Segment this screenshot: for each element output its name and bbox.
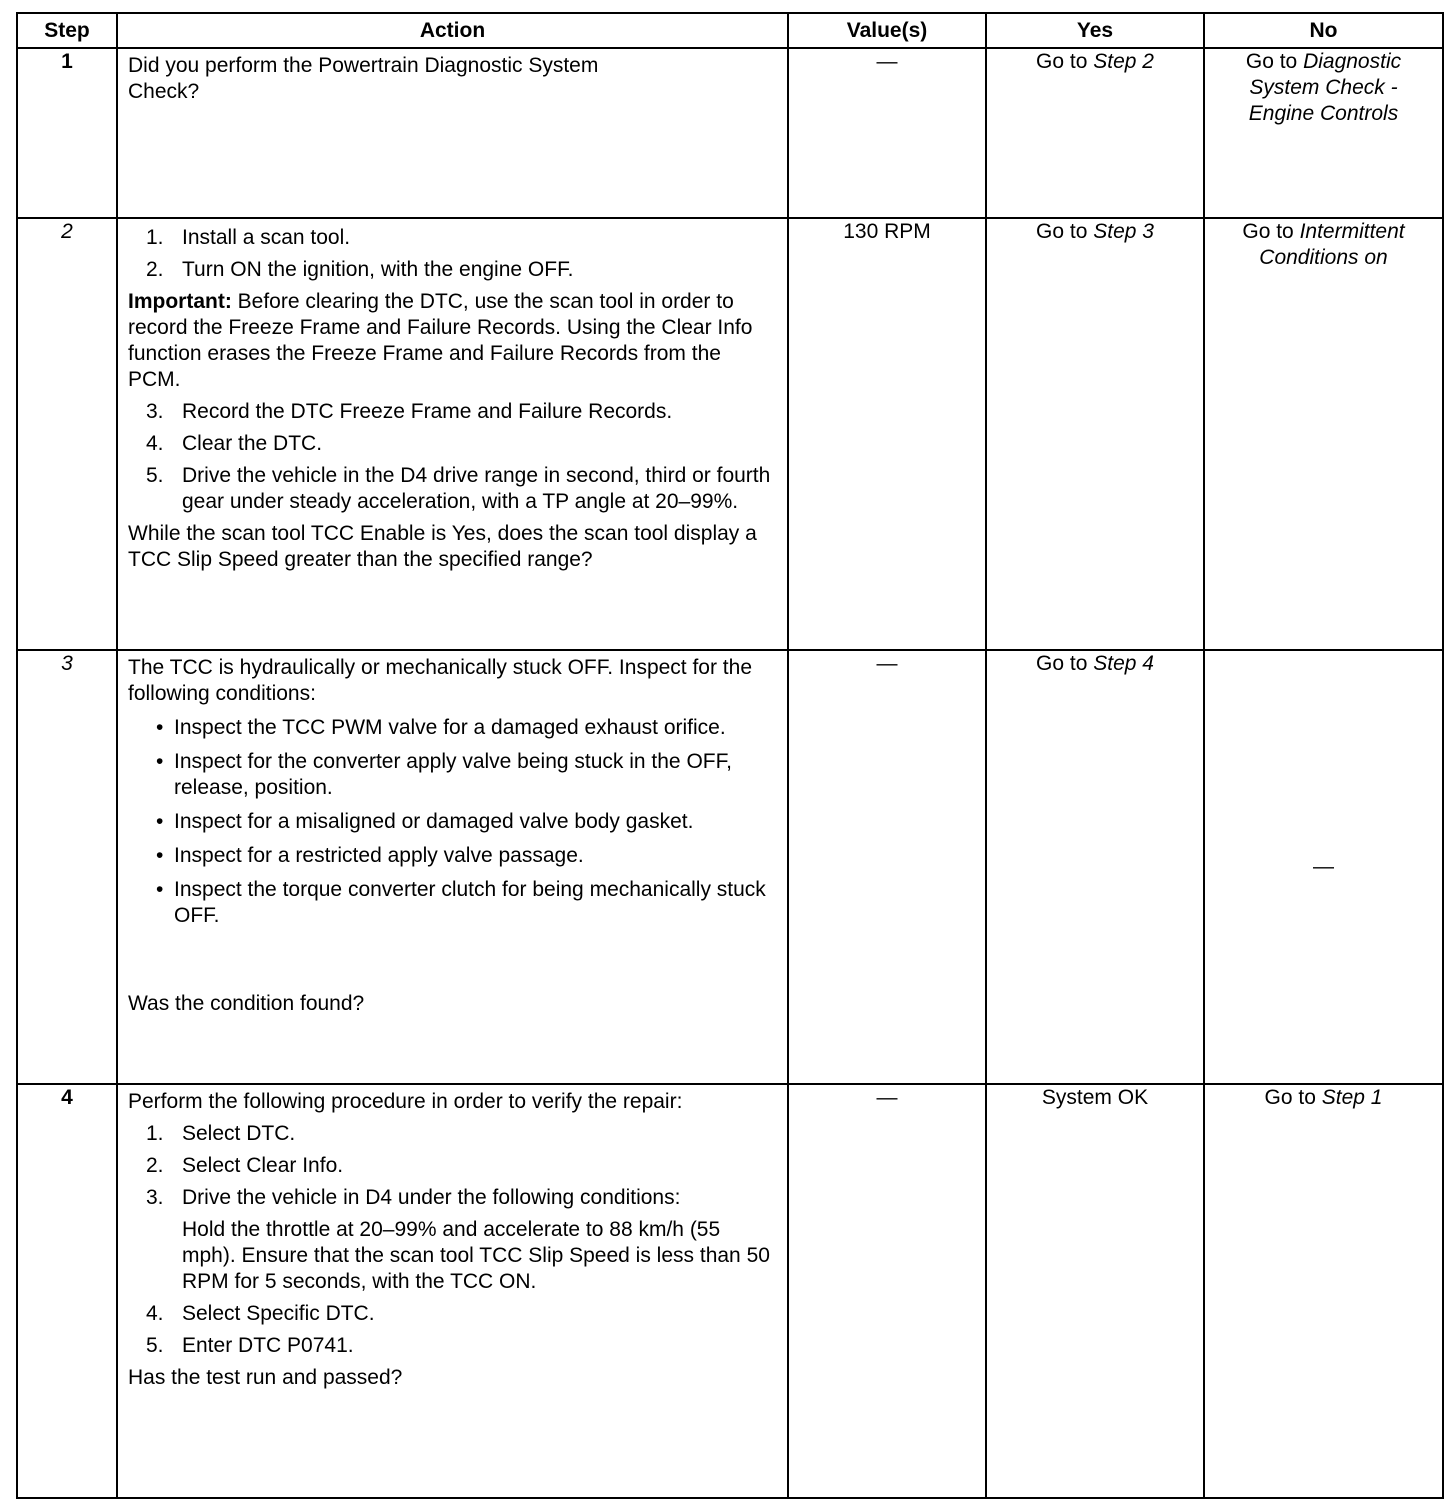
bullet-icon: • bbox=[156, 750, 164, 773]
list-item bbox=[128, 399, 777, 425]
action-cell bbox=[117, 48, 788, 218]
step-number: 2 bbox=[17, 218, 117, 650]
action-intro: The TCC is hydraulically or mechanically stuck OFF. Inspect for the following conditions: bbox=[128, 656, 753, 705]
item-text: Inspect the TCC PWM valve for a damaged exhaust orifice. bbox=[174, 716, 726, 739]
yes-cell bbox=[986, 650, 1204, 1084]
step-number: 4 bbox=[17, 1084, 117, 1498]
table-row bbox=[17, 650, 1443, 1084]
action-intro: Perform the following procedure in order to verify the repair: bbox=[128, 1090, 683, 1113]
yes-cell: System OK bbox=[986, 1084, 1204, 1498]
item-number: 3. bbox=[146, 400, 164, 423]
item-number: 2. bbox=[146, 1154, 164, 1177]
action-cell bbox=[117, 650, 788, 1084]
no-cell bbox=[1204, 218, 1443, 650]
header-no: No bbox=[1204, 13, 1443, 48]
no-cell bbox=[1204, 48, 1443, 218]
item-number: 4. bbox=[146, 1302, 164, 1325]
action-cell bbox=[117, 218, 788, 650]
item-number: 3. bbox=[146, 1186, 164, 1209]
list-item bbox=[128, 715, 777, 741]
list-item bbox=[128, 1185, 777, 1211]
action-cell bbox=[117, 1084, 788, 1498]
item-text: Select DTC. bbox=[182, 1122, 296, 1145]
important-note bbox=[128, 289, 777, 393]
inspection-list bbox=[128, 715, 777, 929]
yes-link[interactable]: Step 4 bbox=[1093, 652, 1154, 675]
list-item bbox=[128, 257, 777, 283]
steps-list bbox=[128, 1121, 777, 1211]
steps-list bbox=[128, 225, 777, 283]
important-label: Important: bbox=[128, 290, 232, 313]
item-text: Select Specific DTC. bbox=[182, 1302, 375, 1325]
value-cell: 130 RPM bbox=[788, 218, 986, 650]
item-text: Inspect for a restricted apply valve passage. bbox=[174, 844, 584, 867]
item-number: 5. bbox=[146, 464, 164, 487]
yes-cell bbox=[986, 218, 1204, 650]
item-text: Record the DTC Freeze Frame and Failure Records. bbox=[182, 400, 673, 423]
yes-link[interactable]: Step 2 bbox=[1093, 50, 1154, 73]
important-text: Before clearing the DTC, use the scan tool in order to record the Freeze Frame and Failure Records. Using the Clear Info function erases the Freeze Frame and Failure Records from the PCM. bbox=[128, 290, 753, 391]
no-link[interactable]: Step 1 bbox=[1321, 1086, 1383, 1109]
yes-link[interactable]: Step 3 bbox=[1093, 220, 1154, 243]
table-row bbox=[17, 218, 1443, 650]
item-text: Inspect for a misaligned or damaged valve body gasket. bbox=[174, 810, 694, 833]
bullet-icon: • bbox=[156, 810, 164, 833]
action-question: While the scan tool TCC Enable is Yes, does the scan tool display a TCC Slip Speed greater than the specified range? bbox=[128, 522, 757, 571]
no-link[interactable]: Diagnostic System Check - Engine Controls bbox=[1248, 50, 1402, 125]
header-yes: Yes bbox=[986, 13, 1204, 48]
steps-list bbox=[128, 399, 777, 515]
item-number: 2. bbox=[146, 258, 164, 281]
steps-list bbox=[128, 1301, 777, 1359]
yes-prefix: Go to bbox=[1036, 220, 1094, 243]
bullet-icon: • bbox=[156, 878, 164, 901]
no-link[interactable]: Intermittent Conditions on bbox=[1259, 220, 1405, 269]
list-item bbox=[128, 843, 777, 869]
item-text: Enter DTC P0741. bbox=[182, 1334, 354, 1357]
no-cell bbox=[1204, 1084, 1443, 1498]
action-question: Was the condition found? bbox=[128, 992, 365, 1015]
item-text: Drive the vehicle in the D4 drive range in second, third or fourth gear under steady acceleration, with a TP angle at 20–99%. bbox=[182, 464, 771, 513]
header-action: Action bbox=[117, 13, 788, 48]
item-number: 4. bbox=[146, 432, 164, 455]
list-item bbox=[128, 1333, 777, 1359]
sub-instruction: Hold the throttle at 20–99% and accelerate to 88 km/h (55 mph). Ensure that the scan tool TCC Slip Speed is less than 50 RPM for 5 seconds, with the TCC ON. bbox=[182, 1218, 770, 1293]
no-prefix: Go to bbox=[1245, 50, 1304, 73]
list-item bbox=[128, 749, 777, 801]
header-step: Step bbox=[17, 13, 117, 48]
step-number: 3 bbox=[17, 650, 117, 1084]
action-question: Has the test run and passed? bbox=[128, 1366, 403, 1389]
value-dash: — bbox=[876, 50, 898, 73]
item-text: Inspect for the converter apply valve being stuck in the OFF, release, position. bbox=[174, 750, 732, 799]
action-question: Did you perform the Powertrain Diagnostic System Check? bbox=[128, 54, 599, 103]
item-text: Drive the vehicle in D4 under the following conditions: bbox=[182, 1186, 681, 1209]
value-cell: — bbox=[788, 650, 986, 1084]
value-cell: — bbox=[788, 1084, 986, 1498]
list-item bbox=[128, 809, 777, 835]
item-number: 5. bbox=[146, 1334, 164, 1357]
list-item bbox=[128, 463, 777, 515]
yes-prefix: Go to bbox=[1036, 50, 1094, 73]
item-text: Turn ON the ignition, with the engine OFF. bbox=[182, 258, 574, 281]
bullet-icon: • bbox=[156, 716, 164, 739]
step-number: 1 bbox=[17, 48, 117, 218]
item-text: Clear the DTC. bbox=[182, 432, 323, 455]
table-row bbox=[17, 48, 1443, 218]
list-item bbox=[128, 431, 777, 457]
list-item bbox=[128, 877, 777, 929]
diagnostic-table bbox=[16, 12, 1444, 1499]
list-item bbox=[128, 1301, 777, 1327]
list-item bbox=[128, 1153, 777, 1179]
header-row bbox=[17, 13, 1443, 48]
table-row bbox=[17, 1084, 1443, 1498]
item-number: 1. bbox=[146, 1122, 164, 1145]
header-values: Value(s) bbox=[788, 13, 986, 48]
no-prefix: Go to bbox=[1264, 1086, 1322, 1109]
yes-prefix: Go to bbox=[1036, 652, 1094, 675]
item-text: Select Clear Info. bbox=[182, 1154, 344, 1177]
item-text: Inspect the torque converter clutch for being mechanically stuck OFF. bbox=[174, 878, 766, 927]
no-prefix: Go to bbox=[1242, 220, 1300, 243]
yes-cell bbox=[986, 48, 1204, 218]
bullet-icon: • bbox=[156, 844, 164, 867]
list-item bbox=[128, 225, 777, 251]
value-cell bbox=[788, 48, 986, 218]
no-cell: — bbox=[1204, 650, 1443, 1084]
item-text: Install a scan tool. bbox=[182, 226, 351, 249]
list-item bbox=[128, 1121, 777, 1147]
item-number: 1. bbox=[146, 226, 164, 249]
